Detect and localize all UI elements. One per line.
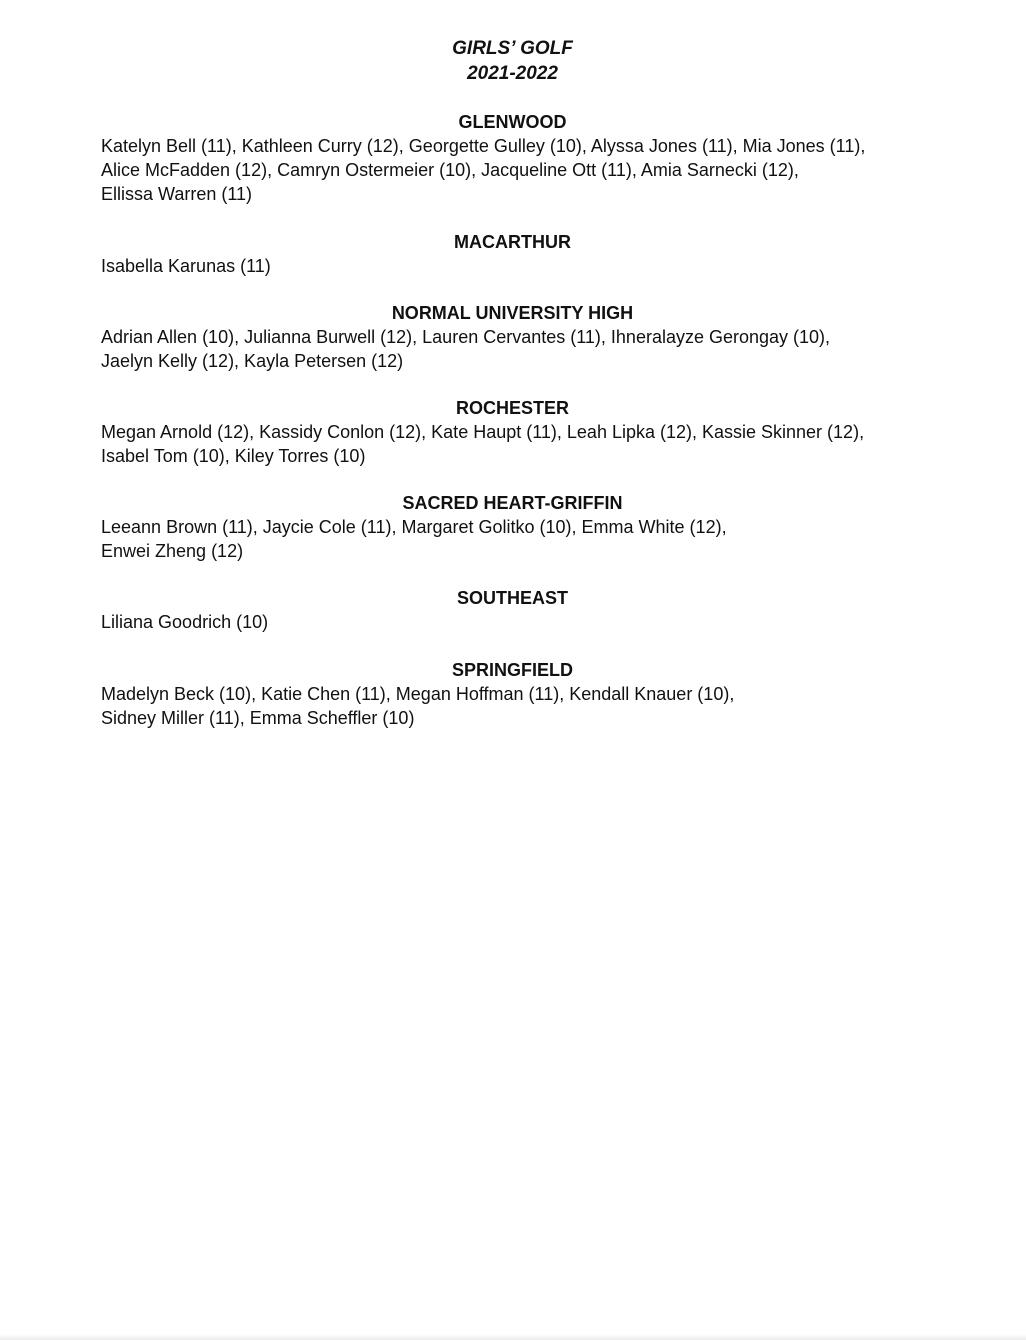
page-bottom-edge: [0, 1334, 1026, 1340]
school-section-macarthur: [101, 230, 924, 278]
school-roster: Madelyn Beck (10), Katie Chen (11), Megan Hoffman (11), Kendall Knauer (10), Sidney Miller (11), Emma Scheffler (10): [101, 684, 735, 728]
school-roster: Isabella Karunas (11): [101, 256, 271, 276]
school-section-rochester: [101, 396, 924, 468]
school-name: ROCHESTER: [455, 398, 569, 418]
school-name: SPRINGFIELD: [451, 660, 573, 680]
school-roster: Katelyn Bell (11), Kathleen Curry (12), Georgette Gulley (10), Alyssa Jones (11), Mia Jones (11), Alice McFadden (12), Camryn Ostermeier (10), Jacqueline Ott (11), Amia Sarnecki (12), Ellissa Warren (11): [101, 136, 866, 204]
school-name: NORMAL UNIVERSITY HIGH: [391, 303, 634, 323]
school-roster: Liliana Goodrich (10): [101, 612, 269, 632]
school-name: SOUTHEAST: [456, 588, 568, 608]
school-name: MACARTHUR: [454, 232, 571, 252]
school-section-glenwood: [101, 110, 924, 206]
school-roster: Leeann Brown (11), Jaycie Cole (11), Margaret Golitko (10), Emma White (12), Enwei Zheng (12): [101, 517, 727, 561]
school-roster: Megan Arnold (12), Kassidy Conlon (12), Kate Haupt (11), Leah Lipka (12), Kassie Skinner (12), Isabel Tom (10), Kiley Torres (10): [101, 422, 865, 466]
school-name: GLENWOOD: [458, 112, 567, 132]
document-season: 2021-2022: [467, 63, 558, 84]
school-section-normal-university-high: [101, 301, 924, 373]
document-page: [101, 36, 924, 730]
school-name: SACRED HEART-GRIFFIN: [402, 493, 623, 513]
school-section-sacred-heart-griffin: [101, 491, 924, 563]
document-title: GIRLS’ GOLF: [452, 38, 573, 59]
school-section-southeast: [101, 586, 924, 634]
school-roster: Adrian Allen (10), Julianna Burwell (12), Lauren Cervantes (11), Ihneralayze Gerongay (10), Jaelyn Kelly (12), Kayla Petersen (12): [101, 327, 831, 371]
school-section-springfield: [101, 658, 924, 730]
